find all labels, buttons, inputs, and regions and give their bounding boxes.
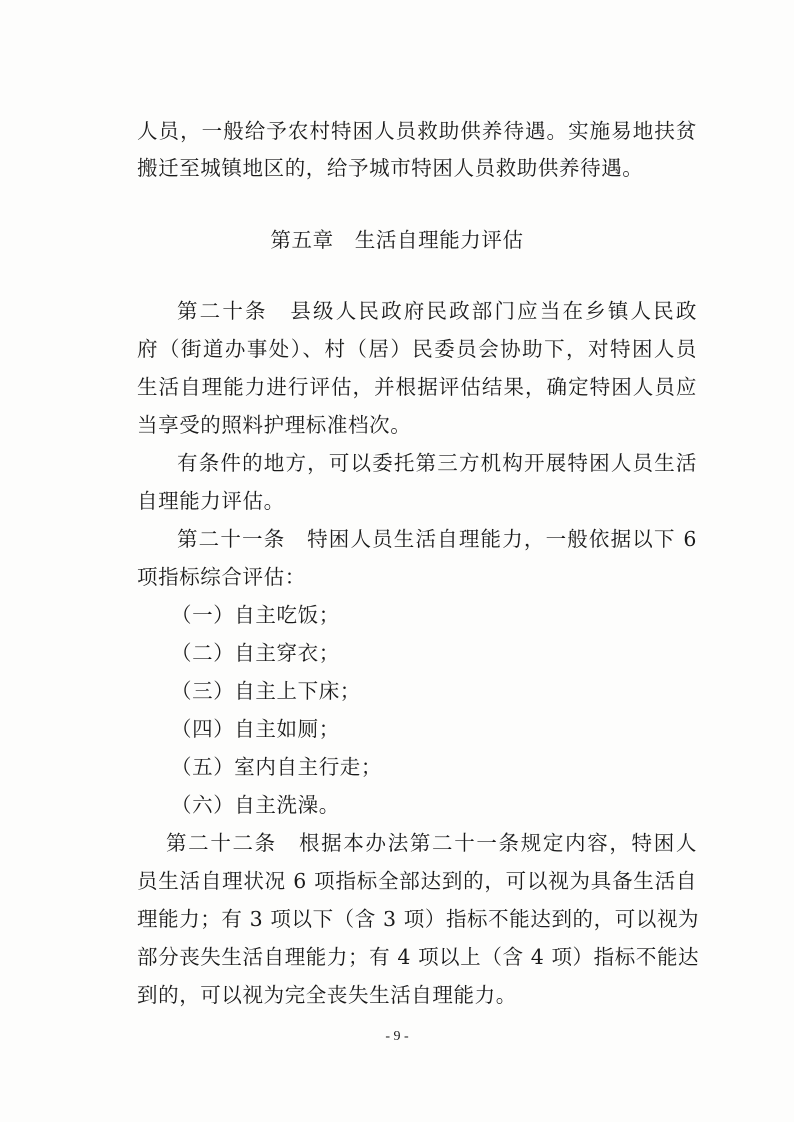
- chapter-heading: 第五章 生活自理能力评估: [270, 228, 524, 252]
- article22-line-1: 第二十二条 根据本办法第二十一条规定内容，特困人: [166, 831, 697, 855]
- indicator-item: （六）自主洗澡。: [171, 793, 340, 817]
- article20-line-4: 当享受的照料护理标准档次。: [137, 413, 412, 437]
- article22-line-4: 部分丧失生活自理能力；有 4 项以上（含 4 项）指标不能达: [137, 945, 700, 969]
- indicator-item: （三）自主上下床；: [171, 679, 361, 703]
- intro-line-2: 搬迁至城镇地区的，给予城市特困人员救助供养待遇。: [137, 156, 644, 180]
- article20-para2-line-2: 自理能力评估。: [137, 489, 285, 513]
- indicator-item: （二）自主穿衣；: [171, 641, 340, 665]
- article22-line-5: 到的，可以视为完全丧失生活自理能力。: [137, 983, 517, 1007]
- article20-line-1: 第二十条 县级人民政府民政部门应当在乡镇人民政: [177, 299, 697, 323]
- indicator-item: （五）室内自主行走；: [171, 755, 382, 779]
- article21-line-1: 第二十一条 特困人员生活自理能力，一般依据以下 6: [177, 527, 697, 551]
- intro-line-1: 人员，一般给予农村特困人员救助供养待遇。实施易地扶贫: [137, 119, 697, 143]
- article20-line-3: 生活自理能力进行评估，并根据评估结果，确定特困人员应: [137, 375, 697, 399]
- page-number: - 9 -: [385, 1029, 409, 1044]
- article22-line-3: 理能力；有 3 项以下（含 3 项）指标不能达到的，可以视为: [137, 907, 700, 931]
- indicator-item: （四）自主如厕；: [171, 717, 340, 741]
- article22-line-2: 员生活自理状况 6 项指标全部达到的，可以视为具备生活自: [137, 869, 697, 893]
- article20-para2-line-1: 有条件的地方，可以委托第三方机构开展特困人员生活: [177, 451, 697, 475]
- indicator-item: （一）自主吃饭；: [171, 603, 340, 627]
- article20-line-2: 府（街道办事处）、村（居）民委员会协助下，对特困人员: [137, 337, 697, 361]
- article21-line-2: 项指标综合评估：: [137, 565, 306, 589]
